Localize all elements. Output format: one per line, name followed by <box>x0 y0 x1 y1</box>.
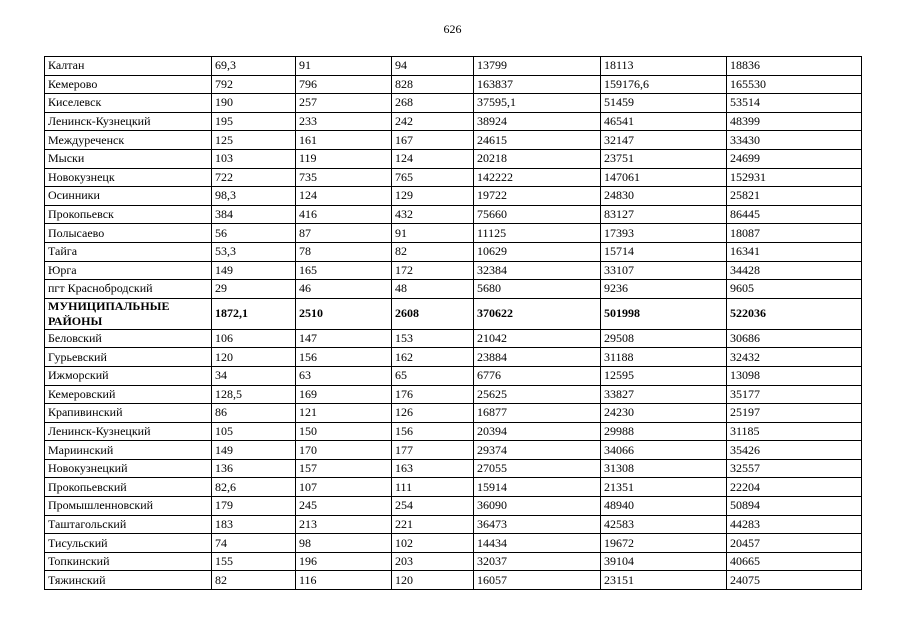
value-cell-col-3: 102 <box>392 534 474 553</box>
value-cell-col-1: 136 <box>212 459 296 478</box>
value-cell-col-1: 98,3 <box>212 187 296 206</box>
value-cell-col-4: 16057 <box>474 571 601 590</box>
value-cell-col-5: 17393 <box>601 224 727 243</box>
value-cell-col-1: 722 <box>212 168 296 187</box>
value-cell-col-6: 9605 <box>727 280 862 299</box>
value-cell-col-3: 176 <box>392 385 474 404</box>
value-cell-col-4: 29374 <box>474 441 601 460</box>
row-name-cell: Мариинский <box>45 441 212 460</box>
table-row <box>45 478 862 497</box>
value-cell-col-5: 15714 <box>601 242 727 261</box>
row-name-cell: Топкинский <box>45 552 212 571</box>
value-cell-col-3: 65 <box>392 366 474 385</box>
value-cell-col-6: 165530 <box>727 75 862 94</box>
value-cell-col-6: 16341 <box>727 242 862 261</box>
value-cell-col-1: 86 <box>212 404 296 423</box>
value-cell-col-4: 13799 <box>474 57 601 76</box>
value-cell-col-4: 75660 <box>474 205 601 224</box>
table-row <box>45 459 862 478</box>
value-cell-col-2: 91 <box>296 57 392 76</box>
value-cell-col-4: 20394 <box>474 422 601 441</box>
row-name-cell: Новокузнецкий <box>45 459 212 478</box>
value-cell-col-3: 163 <box>392 459 474 478</box>
value-cell-col-4: 20218 <box>474 149 601 168</box>
value-cell-col-3: 120 <box>392 571 474 590</box>
row-name-cell: Тяжинский <box>45 571 212 590</box>
value-cell-col-6: 522036 <box>727 298 862 329</box>
value-cell-col-4: 14434 <box>474 534 601 553</box>
value-cell-col-2: 156 <box>296 348 392 367</box>
value-cell-col-6: 32557 <box>727 459 862 478</box>
value-cell-col-4: 32384 <box>474 261 601 280</box>
value-cell-col-1: 125 <box>212 131 296 150</box>
value-cell-col-3: 91 <box>392 224 474 243</box>
value-cell-col-5: 39104 <box>601 552 727 571</box>
value-cell-col-6: 20457 <box>727 534 862 553</box>
row-name-cell: Осинники <box>45 187 212 206</box>
table-row <box>45 75 862 94</box>
value-cell-col-4: 38924 <box>474 112 601 131</box>
row-name-cell: Мыски <box>45 149 212 168</box>
value-cell-col-6: 40665 <box>727 552 862 571</box>
value-cell-col-2: 735 <box>296 168 392 187</box>
row-name-cell: МУНИЦИПАЛЬНЫЕ РАЙОНЫ <box>45 298 212 329</box>
table-row <box>45 515 862 534</box>
row-name-cell: Таштагольский <box>45 515 212 534</box>
table-row <box>45 329 862 348</box>
value-cell-col-2: 46 <box>296 280 392 299</box>
value-cell-col-4: 36473 <box>474 515 601 534</box>
row-name-cell: Ленинск-Кузнецкий <box>45 422 212 441</box>
row-name-cell: Междуреченск <box>45 131 212 150</box>
value-cell-col-2: 2510 <box>296 298 392 329</box>
row-name-cell: Прокопьевск <box>45 205 212 224</box>
value-cell-col-5: 51459 <box>601 94 727 113</box>
value-cell-col-6: 33430 <box>727 131 862 150</box>
value-cell-col-1: 190 <box>212 94 296 113</box>
value-cell-col-1: 34 <box>212 366 296 385</box>
row-name-cell: Гурьевский <box>45 348 212 367</box>
value-cell-col-2: 147 <box>296 329 392 348</box>
table-row <box>45 404 862 423</box>
value-cell-col-4: 36090 <box>474 497 601 516</box>
value-cell-col-1: 195 <box>212 112 296 131</box>
value-cell-col-6: 34428 <box>727 261 862 280</box>
value-cell-col-4: 23884 <box>474 348 601 367</box>
value-cell-col-3: 124 <box>392 149 474 168</box>
table-row <box>45 187 862 206</box>
value-cell-col-3: 156 <box>392 422 474 441</box>
value-cell-col-1: 149 <box>212 261 296 280</box>
value-cell-col-3: 221 <box>392 515 474 534</box>
value-cell-col-1: 120 <box>212 348 296 367</box>
table-row <box>45 571 862 590</box>
value-cell-col-3: 82 <box>392 242 474 261</box>
value-cell-col-3: 167 <box>392 131 474 150</box>
value-cell-col-6: 32432 <box>727 348 862 367</box>
value-cell-col-1: 106 <box>212 329 296 348</box>
value-cell-col-2: 150 <box>296 422 392 441</box>
row-name-cell: Тисульский <box>45 534 212 553</box>
value-cell-col-1: 105 <box>212 422 296 441</box>
value-cell-col-6: 50894 <box>727 497 862 516</box>
value-cell-col-2: 169 <box>296 385 392 404</box>
value-cell-col-1: 74 <box>212 534 296 553</box>
value-cell-col-1: 69,3 <box>212 57 296 76</box>
table-row <box>45 348 862 367</box>
value-cell-col-4: 24615 <box>474 131 601 150</box>
row-name-cell: Кемеровский <box>45 385 212 404</box>
value-cell-col-2: 416 <box>296 205 392 224</box>
value-cell-col-3: 2608 <box>392 298 474 329</box>
value-cell-col-2: 245 <box>296 497 392 516</box>
table-row <box>45 168 862 187</box>
value-cell-col-1: 155 <box>212 552 296 571</box>
value-cell-col-5: 42583 <box>601 515 727 534</box>
value-cell-col-4: 25625 <box>474 385 601 404</box>
table-row <box>45 57 862 76</box>
value-cell-col-3: 765 <box>392 168 474 187</box>
row-name-cell: Кемерово <box>45 75 212 94</box>
value-cell-col-5: 33107 <box>601 261 727 280</box>
value-cell-col-5: 19672 <box>601 534 727 553</box>
value-cell-col-5: 147061 <box>601 168 727 187</box>
value-cell-col-1: 103 <box>212 149 296 168</box>
value-cell-col-1: 82 <box>212 571 296 590</box>
value-cell-col-3: 828 <box>392 75 474 94</box>
value-cell-col-3: 126 <box>392 404 474 423</box>
value-cell-col-2: 161 <box>296 131 392 150</box>
value-cell-col-6: 31185 <box>727 422 862 441</box>
table-row <box>45 112 862 131</box>
row-name-cell: Новокузнецк <box>45 168 212 187</box>
table-row <box>45 94 862 113</box>
value-cell-col-4: 27055 <box>474 459 601 478</box>
value-cell-col-3: 172 <box>392 261 474 280</box>
table-row <box>45 385 862 404</box>
table-row <box>45 205 862 224</box>
value-cell-col-4: 16877 <box>474 404 601 423</box>
table-row <box>45 242 862 261</box>
value-cell-col-1: 82,6 <box>212 478 296 497</box>
value-cell-col-4: 37595,1 <box>474 94 601 113</box>
value-cell-col-5: 23751 <box>601 149 727 168</box>
row-name-cell: Ленинск-Кузнецкий <box>45 112 212 131</box>
value-cell-col-5: 12595 <box>601 366 727 385</box>
table-row <box>45 422 862 441</box>
value-cell-col-1: 29 <box>212 280 296 299</box>
table-row <box>45 224 862 243</box>
value-cell-col-3: 94 <box>392 57 474 76</box>
table-row <box>45 441 862 460</box>
row-name-cell: Ижморский <box>45 366 212 385</box>
value-cell-col-2: 796 <box>296 75 392 94</box>
value-cell-col-3: 432 <box>392 205 474 224</box>
value-cell-col-5: 34066 <box>601 441 727 460</box>
value-cell-col-1: 179 <box>212 497 296 516</box>
row-name-cell: Прокопьевский <box>45 478 212 497</box>
table-row-section-header <box>45 298 862 329</box>
value-cell-col-6: 86445 <box>727 205 862 224</box>
table-row <box>45 366 862 385</box>
table-row <box>45 497 862 516</box>
value-cell-col-1: 149 <box>212 441 296 460</box>
value-cell-col-5: 24830 <box>601 187 727 206</box>
value-cell-col-1: 56 <box>212 224 296 243</box>
row-name-cell: Киселевск <box>45 94 212 113</box>
value-cell-col-5: 31188 <box>601 348 727 367</box>
value-cell-col-4: 6776 <box>474 366 601 385</box>
value-cell-col-2: 63 <box>296 366 392 385</box>
value-cell-col-1: 792 <box>212 75 296 94</box>
value-cell-col-5: 29988 <box>601 422 727 441</box>
value-cell-col-3: 242 <box>392 112 474 131</box>
page-number: 626 <box>443 22 462 36</box>
value-cell-col-6: 44283 <box>727 515 862 534</box>
data-table <box>44 56 862 590</box>
value-cell-col-2: 165 <box>296 261 392 280</box>
value-cell-col-5: 83127 <box>601 205 727 224</box>
value-cell-col-5: 9236 <box>601 280 727 299</box>
value-cell-col-5: 23151 <box>601 571 727 590</box>
value-cell-col-6: 18836 <box>727 57 862 76</box>
table-row <box>45 149 862 168</box>
table-row <box>45 534 862 553</box>
value-cell-col-5: 32147 <box>601 131 727 150</box>
value-cell-col-1: 53,3 <box>212 242 296 261</box>
value-cell-col-6: 24699 <box>727 149 862 168</box>
value-cell-col-2: 257 <box>296 94 392 113</box>
table-body <box>45 57 862 590</box>
value-cell-col-5: 18113 <box>601 57 727 76</box>
value-cell-col-1: 384 <box>212 205 296 224</box>
row-name-cell: Полысаево <box>45 224 212 243</box>
row-name-cell: Промышленновский <box>45 497 212 516</box>
value-cell-col-1: 1872,1 <box>212 298 296 329</box>
value-cell-col-1: 128,5 <box>212 385 296 404</box>
value-cell-col-2: 170 <box>296 441 392 460</box>
row-name-cell: Тайга <box>45 242 212 261</box>
row-name-cell: Юрга <box>45 261 212 280</box>
value-cell-col-6: 53514 <box>727 94 862 113</box>
value-cell-col-4: 19722 <box>474 187 601 206</box>
value-cell-col-2: 233 <box>296 112 392 131</box>
value-cell-col-6: 35426 <box>727 441 862 460</box>
value-cell-col-3: 129 <box>392 187 474 206</box>
value-cell-col-5: 31308 <box>601 459 727 478</box>
table-row <box>45 280 862 299</box>
value-cell-col-2: 98 <box>296 534 392 553</box>
value-cell-col-2: 196 <box>296 552 392 571</box>
value-cell-col-6: 30686 <box>727 329 862 348</box>
value-cell-col-6: 25821 <box>727 187 862 206</box>
value-cell-col-5: 24230 <box>601 404 727 423</box>
value-cell-col-4: 10629 <box>474 242 601 261</box>
value-cell-col-2: 121 <box>296 404 392 423</box>
value-cell-col-4: 15914 <box>474 478 601 497</box>
value-cell-col-6: 48399 <box>727 112 862 131</box>
value-cell-col-2: 78 <box>296 242 392 261</box>
value-cell-col-6: 13098 <box>727 366 862 385</box>
value-cell-col-5: 501998 <box>601 298 727 329</box>
value-cell-col-5: 29508 <box>601 329 727 348</box>
value-cell-col-2: 213 <box>296 515 392 534</box>
value-cell-col-3: 177 <box>392 441 474 460</box>
value-cell-col-6: 22204 <box>727 478 862 497</box>
value-cell-col-6: 24075 <box>727 571 862 590</box>
row-name-cell: Калтан <box>45 57 212 76</box>
value-cell-col-3: 48 <box>392 280 474 299</box>
value-cell-col-3: 162 <box>392 348 474 367</box>
value-cell-col-3: 254 <box>392 497 474 516</box>
value-cell-col-5: 46541 <box>601 112 727 131</box>
value-cell-col-3: 111 <box>392 478 474 497</box>
value-cell-col-4: 142222 <box>474 168 601 187</box>
row-name-cell: Крапивинский <box>45 404 212 423</box>
value-cell-col-2: 116 <box>296 571 392 590</box>
value-cell-col-2: 119 <box>296 149 392 168</box>
value-cell-col-2: 87 <box>296 224 392 243</box>
value-cell-col-2: 107 <box>296 478 392 497</box>
value-cell-col-4: 32037 <box>474 552 601 571</box>
value-cell-col-4: 370622 <box>474 298 601 329</box>
row-name-cell: пгт Краснобродский <box>45 280 212 299</box>
value-cell-col-6: 152931 <box>727 168 862 187</box>
table-row <box>45 552 862 571</box>
value-cell-col-5: 33827 <box>601 385 727 404</box>
value-cell-col-4: 5680 <box>474 280 601 299</box>
value-cell-col-2: 124 <box>296 187 392 206</box>
row-name-cell: Беловский <box>45 329 212 348</box>
value-cell-col-6: 25197 <box>727 404 862 423</box>
value-cell-col-3: 268 <box>392 94 474 113</box>
value-cell-col-2: 157 <box>296 459 392 478</box>
value-cell-col-4: 21042 <box>474 329 601 348</box>
table-row <box>45 261 862 280</box>
value-cell-col-4: 163837 <box>474 75 601 94</box>
value-cell-col-6: 35177 <box>727 385 862 404</box>
value-cell-col-3: 153 <box>392 329 474 348</box>
value-cell-col-5: 21351 <box>601 478 727 497</box>
value-cell-col-5: 159176,6 <box>601 75 727 94</box>
value-cell-col-1: 183 <box>212 515 296 534</box>
value-cell-col-3: 203 <box>392 552 474 571</box>
value-cell-col-6: 18087 <box>727 224 862 243</box>
value-cell-col-5: 48940 <box>601 497 727 516</box>
table-row <box>45 131 862 150</box>
value-cell-col-4: 11125 <box>474 224 601 243</box>
